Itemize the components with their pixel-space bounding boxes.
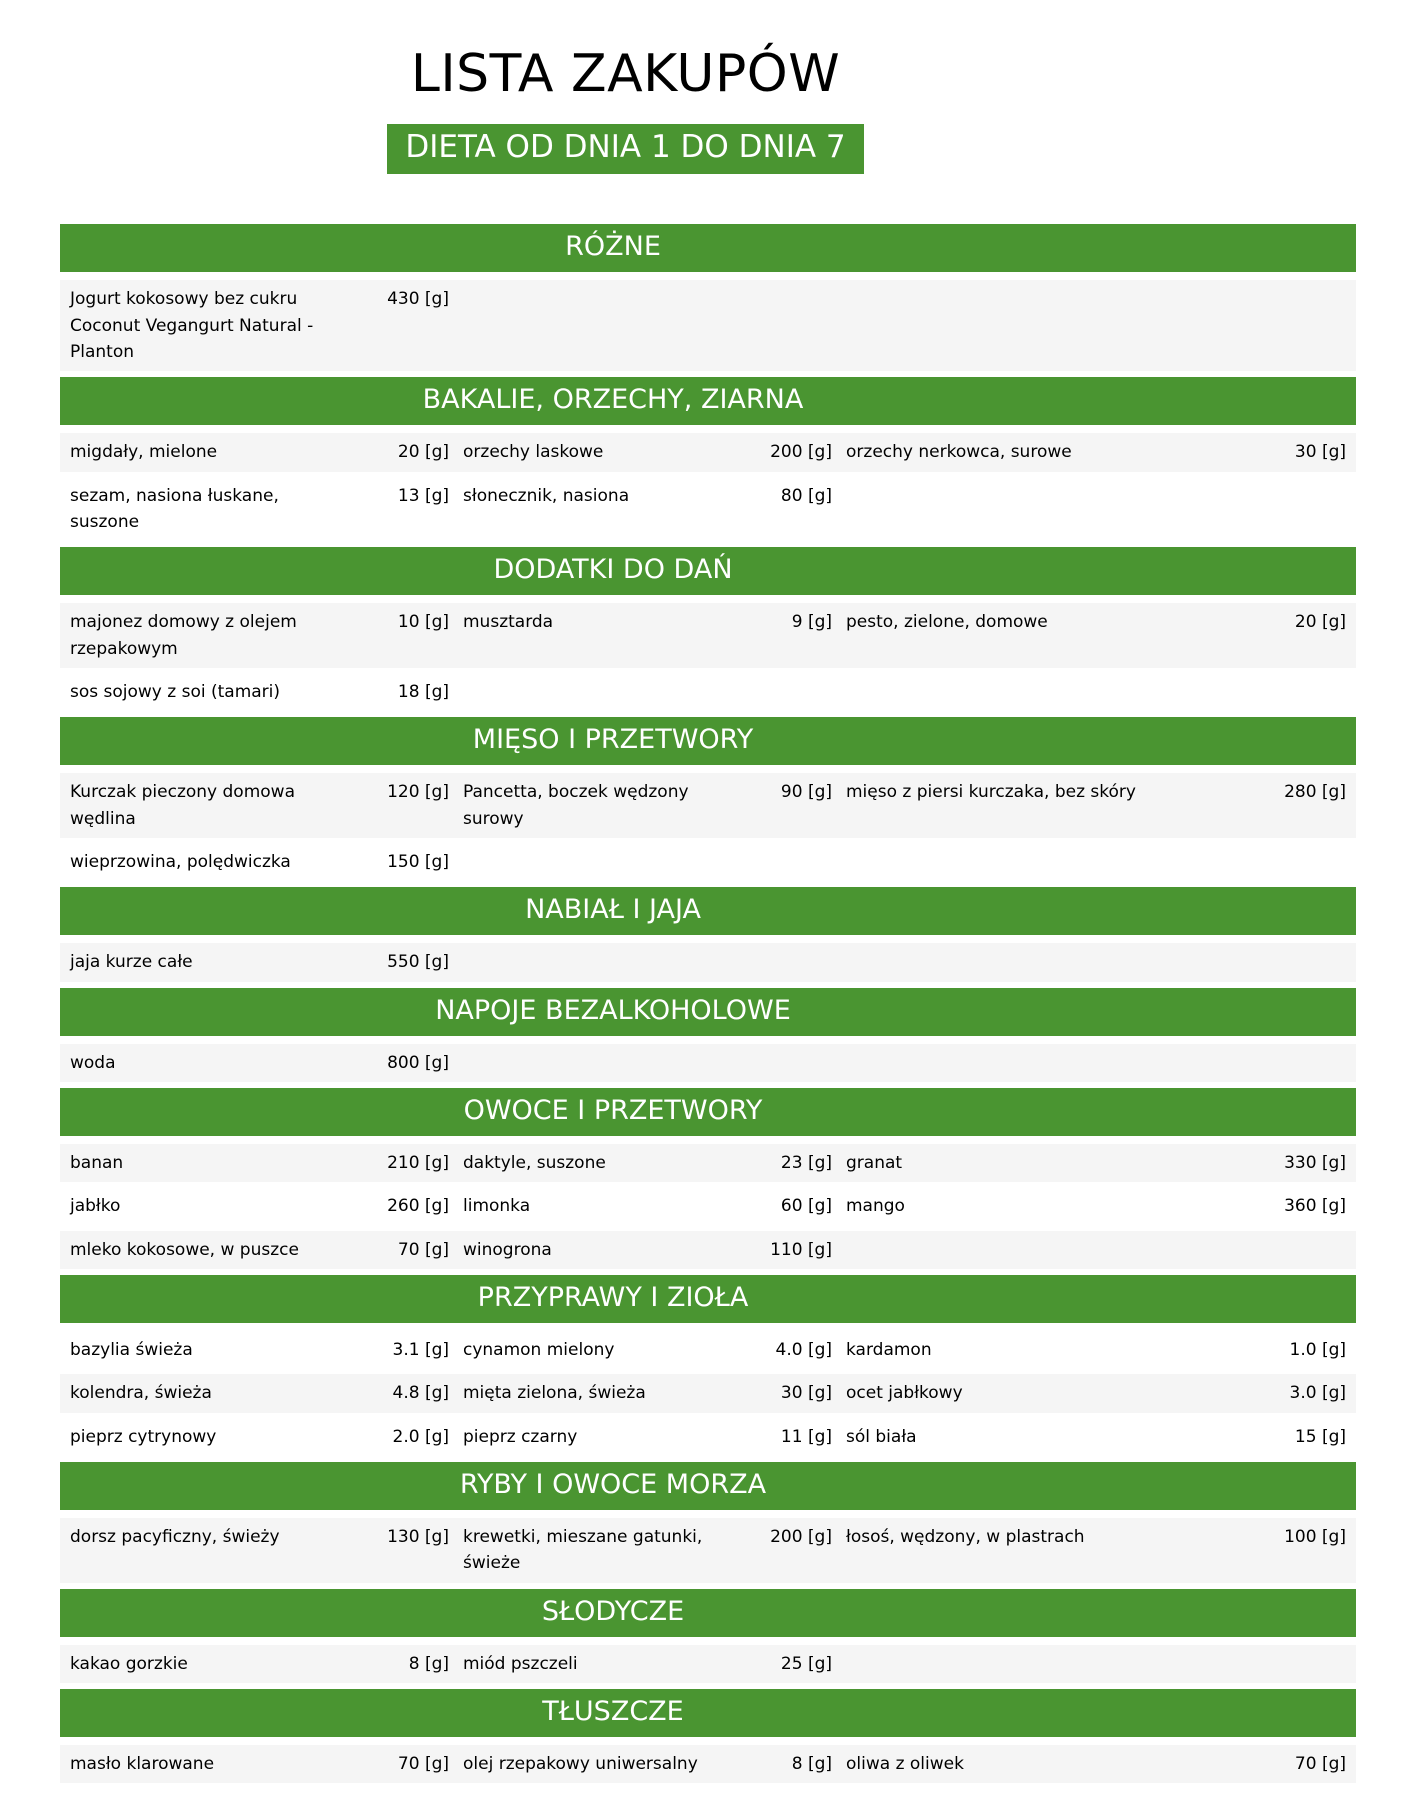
item-amount: 4.8 [g] — [392, 1383, 449, 1404]
item-name: pieprz czarny — [463, 1426, 578, 1447]
item-name: daktyle, suszone — [463, 1153, 606, 1173]
section-title: NAPOJE BEZALKOHOLOWE — [60, 988, 1356, 1036]
item-amount: 90 [g] — [780, 782, 832, 803]
item-amount: 70 [g] — [1294, 1754, 1346, 1775]
item-name: ocet jabłkowy — [846, 1383, 963, 1404]
item-amount: 30 [g] — [1294, 442, 1346, 463]
item-amount: 18 [g] — [397, 681, 449, 702]
item-name: miód pszczeli — [463, 1653, 578, 1674]
item-amount: 360 [g] — [1284, 1196, 1346, 1217]
item-name: mięso z piersi kurczaka, bez skóry — [846, 782, 1136, 803]
item-amount: 120 [g] — [387, 782, 449, 803]
item-amount: 13 [g] — [397, 485, 449, 506]
item-amount: 800 [g] — [387, 1052, 449, 1073]
item-amount: 210 [g] — [387, 1153, 449, 1173]
item-amount: 60 [g] — [780, 1196, 832, 1217]
item-amount: 150 [g] — [387, 851, 449, 872]
item-name: oliwa z oliwek — [846, 1754, 964, 1775]
item-name: kakao gorzkie — [70, 1653, 188, 1674]
item-name: migdały, mielone — [70, 442, 218, 463]
table-row — [60, 603, 1356, 668]
item-name: Kurczak pieczony domowa wędlina — [70, 782, 295, 829]
item-amount: 10 [g] — [397, 612, 449, 633]
item-name: sezam, nasiona łuskane, suszone — [70, 485, 279, 532]
item-name: orzechy nerkowca, surowe — [846, 442, 1072, 463]
section — [60, 1462, 1356, 1583]
item-name: granat — [846, 1153, 903, 1173]
section — [60, 988, 1356, 1082]
table-row — [60, 1645, 1356, 1683]
table-row — [60, 1418, 1356, 1456]
table-row — [60, 1144, 1356, 1182]
section — [60, 224, 1356, 371]
item-name: Jogurt kokosowy bez cukru Coconut Vegangurt Natural - Planton — [70, 289, 314, 362]
item-amount: 15 [g] — [1294, 1426, 1346, 1447]
item-name: orzechy laskowe — [463, 442, 604, 463]
item-amount: 100 [g] — [1284, 1527, 1346, 1548]
item-amount: 130 [g] — [387, 1527, 449, 1548]
section-title: OWOCE I PRZETWORY — [60, 1088, 1356, 1136]
item-amount: 8 [g] — [408, 1653, 449, 1674]
section — [60, 717, 1356, 881]
item-name: pieprz cytrynowy — [70, 1426, 217, 1447]
item-name: mango — [846, 1196, 905, 1217]
item-amount: 30 [g] — [780, 1383, 832, 1404]
item-amount: 3.0 [g] — [1289, 1383, 1346, 1404]
table-row — [60, 673, 1356, 711]
table-row — [60, 433, 1356, 471]
item-name: kardamon — [846, 1340, 932, 1361]
item-amount: 4.0 [g] — [775, 1340, 832, 1361]
section — [60, 1088, 1356, 1269]
item-name: mięta zielona, świeża — [463, 1383, 646, 1404]
item-name: sól biała — [846, 1426, 917, 1447]
item-amount: 200 [g] — [770, 1527, 832, 1548]
item-name: bazylia świeża — [70, 1340, 193, 1361]
item-name: cynamon mielony — [463, 1340, 615, 1361]
table-row — [60, 943, 1356, 981]
table-row — [60, 477, 1356, 542]
item-amount: 11 [g] — [780, 1426, 832, 1447]
item-name: masło klarowane — [70, 1754, 215, 1775]
table-row — [60, 1044, 1356, 1082]
item-amount: 8 [g] — [791, 1754, 832, 1775]
item-amount: 70 [g] — [397, 1239, 449, 1260]
page-header — [60, 44, 1356, 174]
section — [60, 887, 1356, 981]
table-row — [60, 1518, 1356, 1583]
item-name: Pancetta, boczek wędzony surowy — [463, 782, 689, 829]
item-name: łosoś, wędzony, w plastrach — [846, 1527, 1085, 1548]
page-title: LISTA ZAKUPÓW — [410, 44, 841, 104]
table-row — [60, 1331, 1356, 1369]
item-name: musztarda — [463, 612, 554, 633]
item-name: jabłko — [70, 1196, 121, 1217]
item-name: dorsz pacyficzny, świeży — [70, 1527, 280, 1548]
diet-range-banner: DIETA OD DNIA 1 DO DNIA 7 — [387, 124, 863, 174]
table-row — [60, 1231, 1356, 1269]
item-amount: 430 [g] — [387, 289, 449, 310]
sections-container — [60, 224, 1356, 1783]
item-amount: 25 [g] — [780, 1653, 832, 1674]
item-amount: 20 [g] — [397, 442, 449, 463]
item-name: limonka — [463, 1196, 531, 1217]
section-title: PRZYPRAWY I ZIOŁA — [60, 1275, 1356, 1323]
section-title: SŁODYCZE — [60, 1589, 1356, 1637]
item-name: sos sojowy z soi (tamari) — [70, 681, 281, 702]
section-title: BAKALIE, ORZECHY, ZIARNA — [60, 377, 1356, 425]
section-title: MIĘSO I PRZETWORY — [60, 717, 1356, 765]
section — [60, 377, 1356, 541]
item-amount: 20 [g] — [1294, 612, 1346, 633]
section — [60, 547, 1356, 711]
item-name: krewetki, mieszane gatunki, świeże — [463, 1527, 703, 1574]
section-title: DODATKI DO DAŃ — [60, 547, 1356, 595]
item-name: woda — [70, 1052, 116, 1073]
item-amount: 550 [g] — [387, 952, 449, 973]
section — [60, 1589, 1356, 1683]
table-row — [60, 773, 1356, 838]
item-amount: 110 [g] — [770, 1239, 832, 1260]
item-amount: 1.0 [g] — [1289, 1340, 1346, 1361]
section-title: RYBY I OWOCE MORZA — [60, 1462, 1356, 1510]
table-row — [60, 280, 1356, 371]
section-title: RÓŻNE — [60, 224, 1356, 272]
item-name: pesto, zielone, domowe — [846, 612, 1048, 633]
section-title: NABIAŁ I JAJA — [60, 887, 1356, 935]
table-row — [60, 1374, 1356, 1412]
item-amount: 80 [g] — [780, 485, 832, 506]
table-row — [60, 843, 1356, 881]
item-name: winogrona — [463, 1239, 552, 1260]
item-name: banan — [70, 1153, 124, 1173]
item-amount: 330 [g] — [1284, 1153, 1346, 1173]
item-name: jaja kurze całe — [70, 952, 193, 973]
section — [60, 1275, 1356, 1456]
item-amount: 260 [g] — [387, 1196, 449, 1217]
item-name: kolendra, świeża — [70, 1383, 212, 1404]
item-name: majonez domowy z olejem rzepakowym — [70, 612, 297, 659]
item-amount: 70 [g] — [397, 1754, 449, 1775]
item-amount: 9 [g] — [791, 612, 832, 633]
section-title: TŁUSZCZE — [60, 1689, 1356, 1737]
item-name: wieprzowina, polędwiczka — [70, 851, 291, 872]
item-amount: 2.0 [g] — [392, 1426, 449, 1447]
item-name: olej rzepakowy uniwersalny — [463, 1754, 698, 1775]
item-name: mleko kokosowe, w puszce — [70, 1239, 299, 1260]
item-amount: 3.1 [g] — [392, 1340, 449, 1361]
item-amount: 23 [g] — [780, 1153, 832, 1173]
item-name: słonecznik, nasiona — [463, 485, 630, 506]
table-row — [60, 1745, 1356, 1783]
item-amount: 280 [g] — [1284, 782, 1346, 803]
table-row — [60, 1187, 1356, 1225]
section — [60, 1689, 1356, 1783]
item-amount: 200 [g] — [770, 442, 832, 463]
